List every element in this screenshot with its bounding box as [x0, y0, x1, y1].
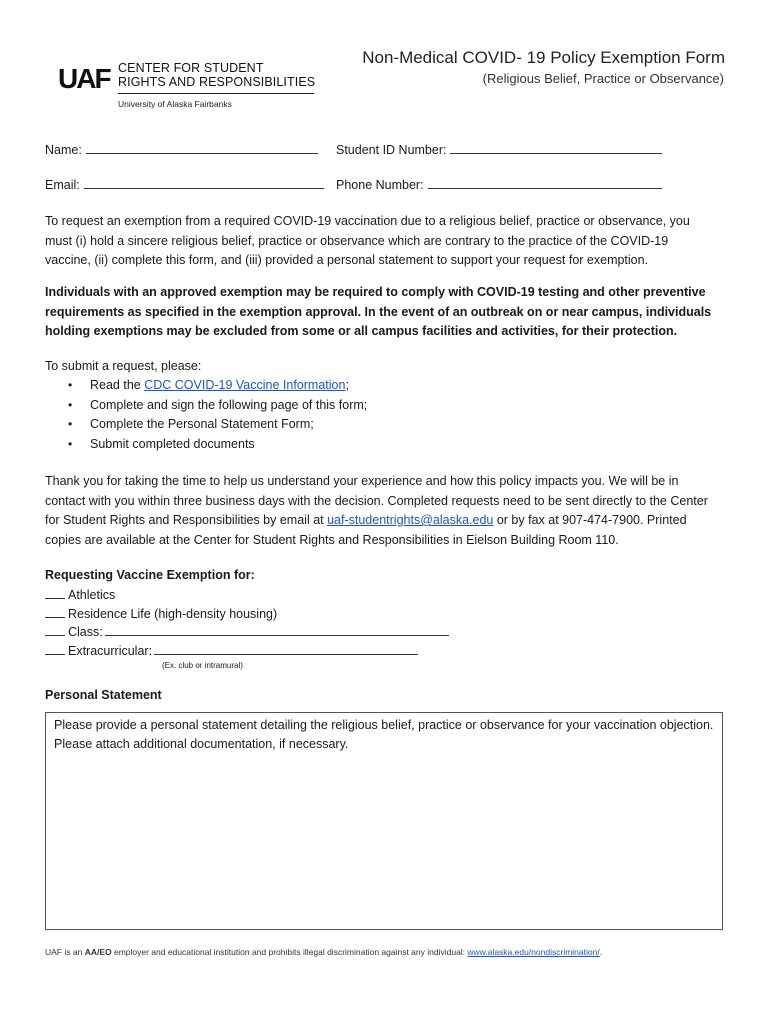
list-item: • Complete and sign the following page of this form;	[68, 396, 367, 416]
option-athletics[interactable]	[45, 586, 449, 605]
footer-suffix: .	[599, 947, 603, 957]
student-id-label: Student ID Number:	[336, 143, 447, 157]
name-label: Name:	[45, 143, 82, 157]
class-label: Class:	[68, 625, 103, 639]
form-title: Non-Medical COVID- 19 Policy Exemption Form	[362, 48, 725, 67]
residence-label: Residence Life (high-density housing)	[68, 606, 278, 621]
list-item: • Complete the Personal Statement Form;	[68, 415, 367, 435]
intro-paragraph: To request an exemption from a required COVID-19 vaccination due to a religious belief, practice or observance, you must (i) hold a sincere religious belief, practice or observance which are contrary to the practice of the COVID-19 vaccine, (ii) complete this form, and (iii) provided a personal statement to support your request for exemption.	[45, 214, 690, 267]
form-subtitle: (Religious Belief, Practice or Observance)	[482, 71, 724, 86]
personal-statement-box[interactable]	[45, 712, 723, 930]
requesting-options	[45, 586, 449, 660]
class-input[interactable]	[105, 624, 449, 636]
uaf-logo	[58, 58, 318, 114]
logo-line-1: CENTER FOR STUDENT	[118, 61, 264, 75]
logo-university: University of Alaska Fairbanks	[118, 99, 232, 109]
name-field-row	[45, 142, 318, 157]
email-field-row	[45, 177, 324, 192]
student-id-input[interactable]	[450, 142, 662, 154]
thanks-text-2: or by fax at 907-474-7900. Printed copies are available at the Center for Student Rights and Responsibilities in Eielson Building Room 110.	[45, 513, 687, 547]
footer-middle: employer and educational institution and prohibits illegal discrimination against any individual:	[111, 947, 468, 957]
extracurricular-note: (Ex. club or intramural)	[162, 661, 243, 670]
svg-text:UAF: UAF	[58, 63, 110, 94]
residence-checkbox-line[interactable]	[45, 606, 65, 618]
logo-line-2: RIGHTS AND RESPONSIBILITIES	[118, 75, 316, 89]
phone-label: Phone Number:	[336, 178, 424, 192]
thanks-paragraph	[45, 472, 715, 550]
list-item: • Submit completed documents	[68, 435, 367, 455]
submit-steps-list	[68, 376, 367, 454]
personal-statement-instructions: Please provide a personal statement detailing the religious belief, practice or observance for your vaccination objection. Please attach additional documentation, if necessary.	[54, 718, 714, 751]
footer	[45, 947, 602, 957]
athletics-label: Athletics	[68, 588, 116, 602]
step1-suffix: ;	[345, 378, 349, 392]
student-rights-email-link[interactable]: uaf-studentrights@alaska.edu	[327, 513, 494, 527]
logo-divider	[118, 93, 314, 94]
extracurricular-input[interactable]	[154, 643, 418, 655]
phone-input[interactable]	[428, 177, 662, 189]
option-class[interactable]	[45, 623, 449, 642]
list-item	[68, 376, 367, 396]
athletics-checkbox-line[interactable]	[45, 587, 65, 599]
thanks-text-1: Thank you for taking the time to help us understand your experience and how this policy impacts you. We will be in contact with you within three business days with the decision. Completed requests need to be sent directly to the Center for Student Rights and Responsibilities by email at	[45, 474, 708, 527]
submit-intro: To submit a request, please:	[45, 359, 202, 373]
personal-statement-title: Personal Statement	[45, 688, 162, 702]
step1-prefix: Read the	[90, 378, 145, 392]
option-residence[interactable]	[45, 605, 449, 624]
cdc-vaccine-info-link[interactable]: CDC COVID-19 Vaccine Information	[144, 378, 346, 392]
phone-field-row	[336, 177, 662, 192]
email-input[interactable]	[84, 177, 324, 189]
uaf-logo-mark-icon	[58, 62, 112, 94]
footer-aaeo: AA/EO	[84, 947, 112, 957]
option-extracurricular[interactable]	[45, 642, 449, 661]
class-checkbox-line[interactable]	[45, 624, 65, 636]
footer-prefix: UAF is an	[45, 947, 85, 957]
student-id-field-row	[336, 142, 662, 157]
warning-paragraph: Individuals with an approved exemption may be required to comply with COVID-19 testing and other preventive requirements as specified in the exemption approval. In the event of an outbreak on or near campus, individuals holding exemptions may be excluded from some or all campus facilities and activities, for their protection.	[45, 285, 712, 338]
extracurricular-label: Extracurricular:	[68, 643, 153, 658]
name-input[interactable]	[86, 142, 318, 154]
email-label: Email:	[45, 178, 80, 192]
requesting-title: Requesting Vaccine Exemption for:	[45, 568, 255, 582]
extracurricular-checkbox-line[interactable]	[45, 643, 65, 655]
nondiscrimination-link[interactable]: www.alaska.edu/nondiscrimination/	[467, 947, 600, 957]
